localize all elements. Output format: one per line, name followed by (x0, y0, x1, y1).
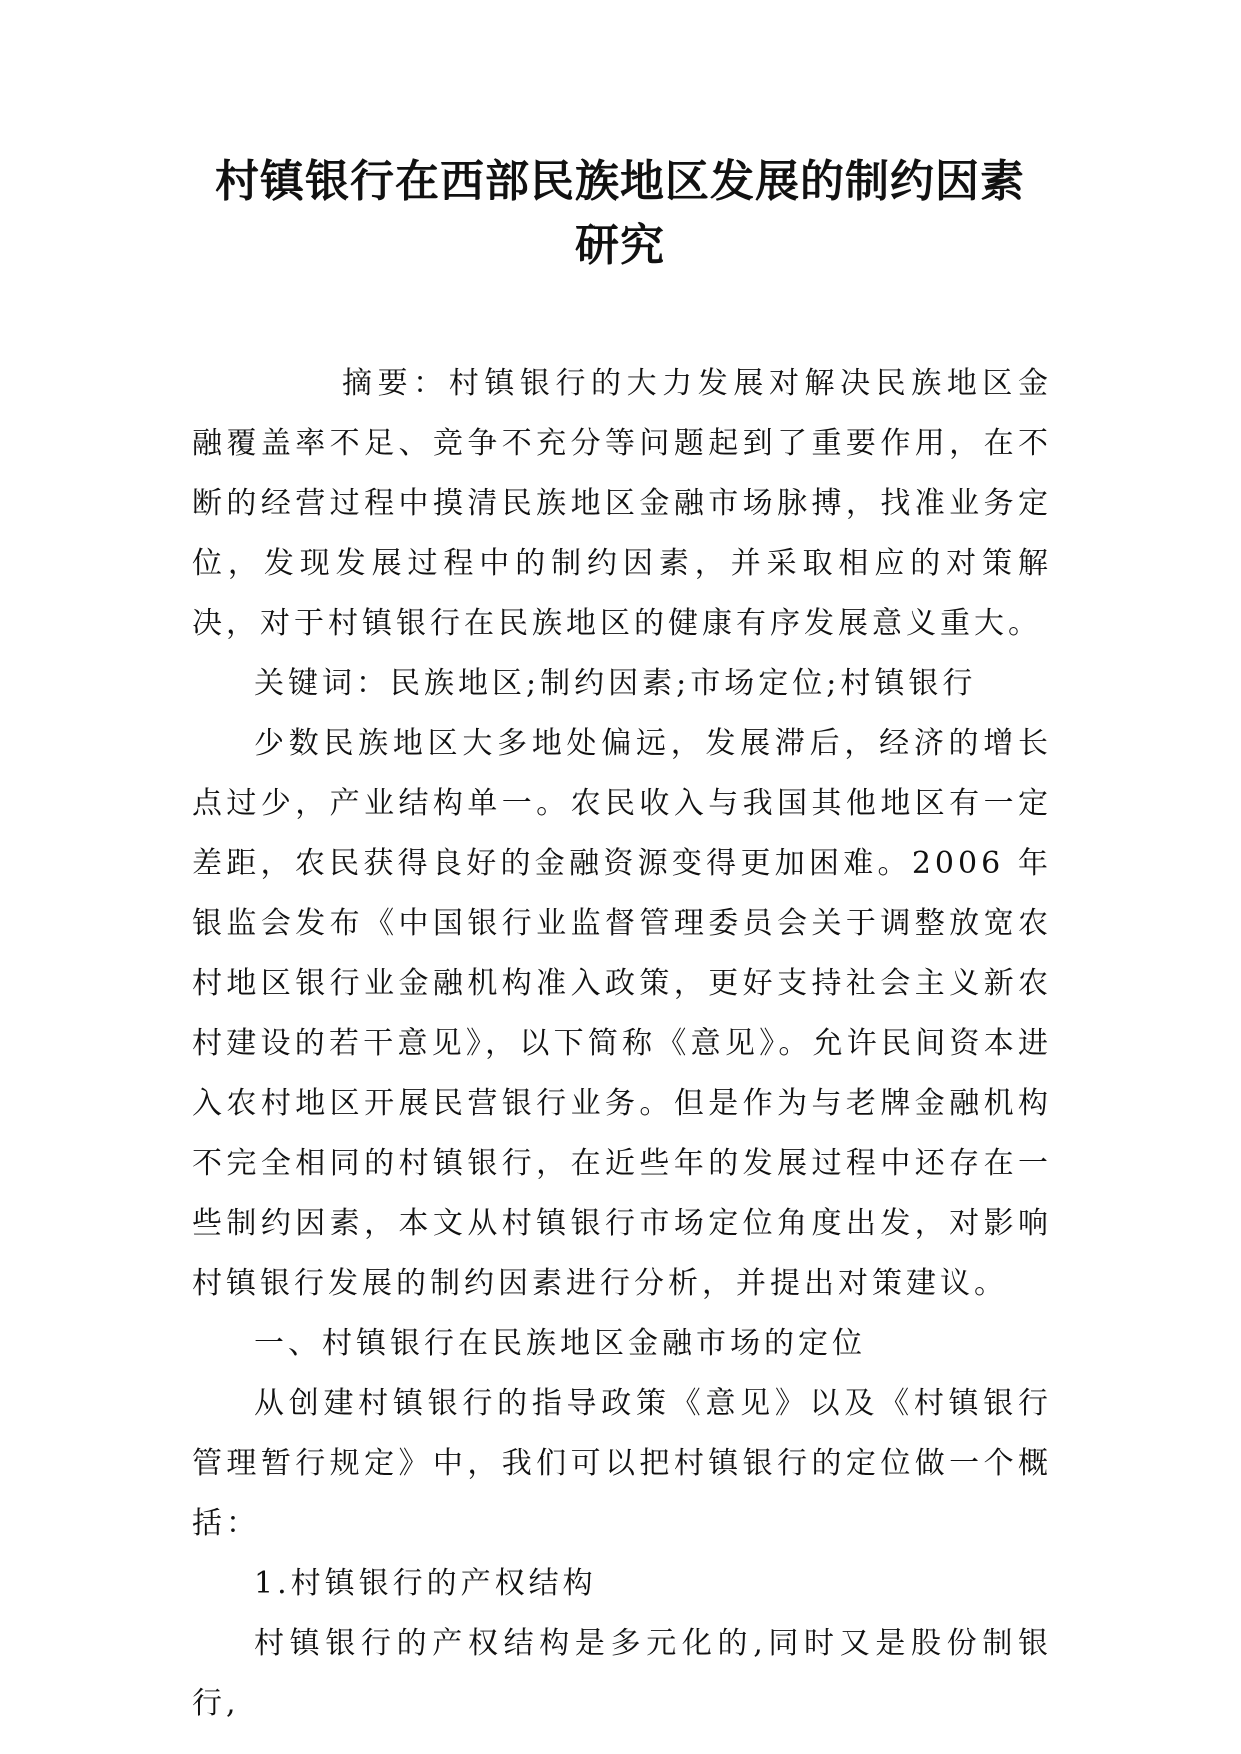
keywords-paragraph: 关键词：民族地区;制约因素;市场定位;村镇银行 (254, 666, 977, 701)
abstract-paragraph: 摘要：村镇银行的大力发展对解决民族地区金融覆盖率不足、竞争不充分等问题起到了重要作用，在不断的经营过程中摸清民族地区金融市场脉搏，找准业务定位，发现发展过程中的制约因素，并采取相应的对策解决，对于村镇银行在民族地区的健康有序发展意义重大。 (192, 366, 1052, 641)
section-heading-1: 一、村镇银行在民族地区金融市场的定位 (254, 1326, 866, 1361)
subsection-heading-1: 1.村镇银行的产权结构 (254, 1566, 597, 1601)
document-title (150, 150, 1090, 278)
intro-paragraph: 少数民族地区大多地处偏远，发展滞后，经济的增长点过少，产业结构单一。农民收入与我国其他地区有一定差距，农民获得良好的金融资源变得更加困难。2006 年银监会发布《中国银行业监督管理委员会关于调整放宽农村地区银行业金融机构准入政策，更好支持社会主义新农村建设的若干意见》，以下简称《意见》。允许民间资本进入农村地区开展民营银行业务。但是作为与老牌金融机构不完全相同的村镇银行，在近些年的发展过程中还存在一些制约因素，本文从村镇银行市场定位角度出发，对影响村镇银行发展的制约因素进行分析，并提出对策建议。 (192, 726, 1052, 1301)
document-body (192, 354, 1052, 1734)
title-line-2: 研究 (575, 220, 665, 271)
section-paragraph: 从创建村镇银行的指导政策《意见》以及《村镇银行管理暂行规定》中，我们可以把村镇银行的定位做一个概括： (192, 1386, 1052, 1541)
subsection-paragraph: 村镇银行的产权结构是多元化的,同时又是股份制银行, (192, 1626, 1052, 1721)
title-line-1: 村镇银行在西部民族地区发展的制约因素 (215, 156, 1025, 207)
